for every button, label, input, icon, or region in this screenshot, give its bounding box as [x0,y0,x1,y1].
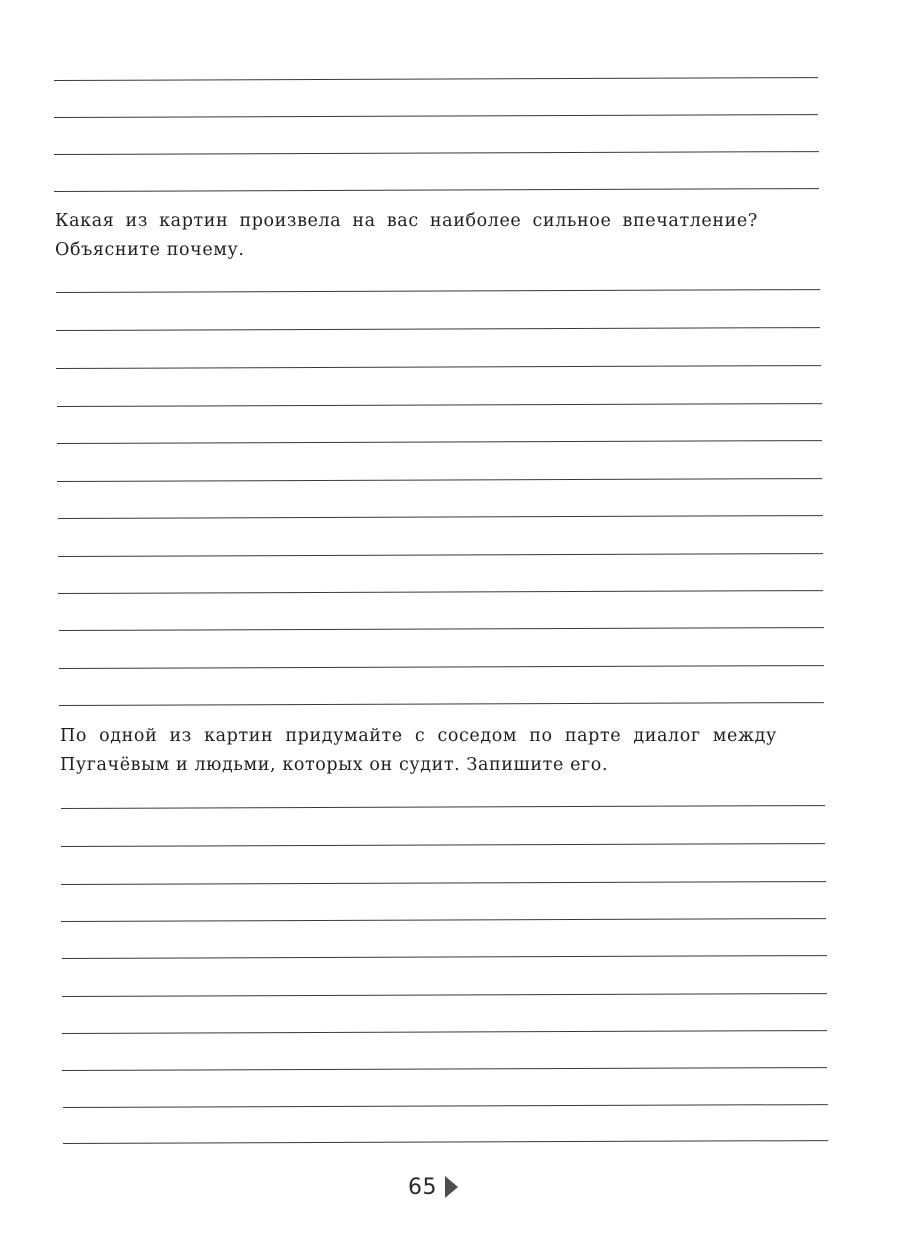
answer-line [62,1030,827,1034]
answer-line [63,1140,828,1144]
answer-line [61,918,826,922]
question-prompt [60,722,830,780]
answer-line [56,289,820,293]
page-number: 65 [408,1174,437,1200]
answer-line [58,515,823,519]
answer-line [58,553,823,557]
answer-line [56,327,820,331]
answer-line [62,955,827,959]
question-prompt [55,207,825,265]
question-text-line: По одной из картин придумайте с соседом по парте диалог между [60,726,777,746]
answer-line [61,805,825,809]
answer-line [57,478,822,482]
answer-line [57,440,822,444]
answer-line [59,627,824,631]
question-text-line: Объясните почему. [55,240,245,260]
answer-line [54,151,819,155]
answer-line [58,590,823,594]
answer-line [63,1104,828,1108]
answer-line [61,881,826,885]
answer-line [54,77,818,81]
answer-line [54,188,819,192]
question-text-line: Пугачёвым и людьми, которых он судит. Запишите его. [60,755,609,775]
answer-line [59,665,824,669]
page-footer [408,1170,458,1204]
triangle-right-icon [445,1176,458,1198]
answer-line [54,114,818,118]
answer-line [62,993,827,997]
answer-line [56,365,821,369]
question-text-line: Какая из картин произвела на вас наиболее сильное впечатление? [55,211,758,231]
answer-line [57,403,822,407]
answer-line [59,702,824,706]
answer-line [62,1067,827,1071]
answer-line [61,843,825,847]
